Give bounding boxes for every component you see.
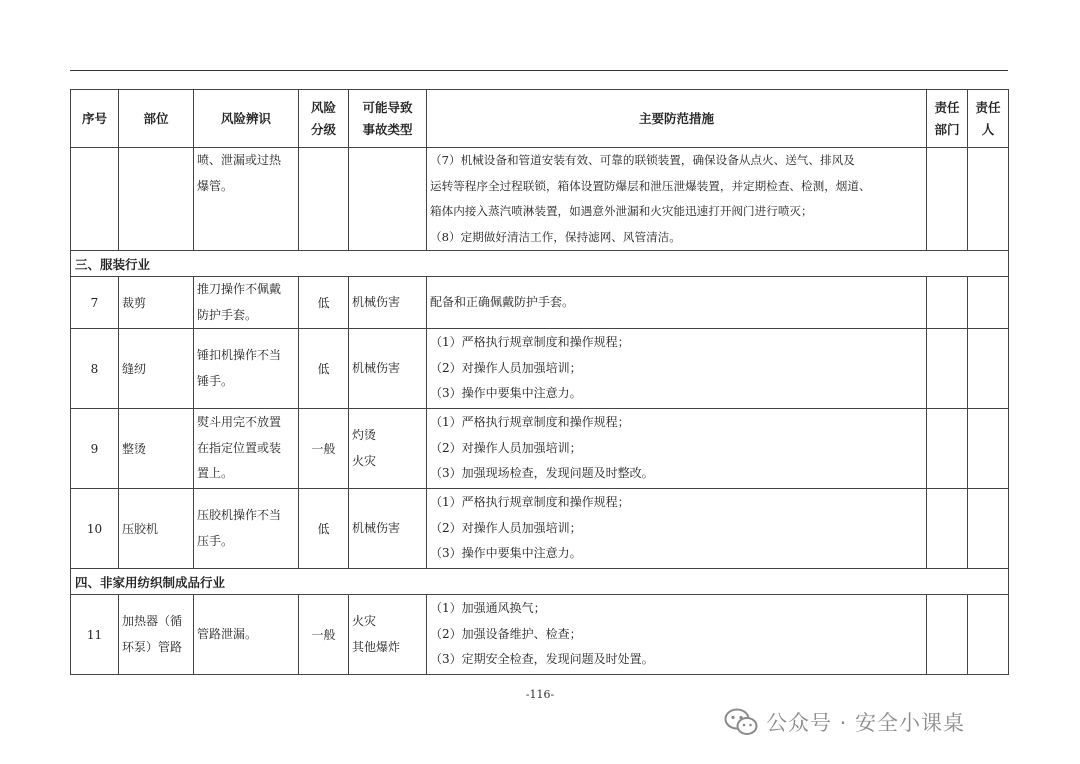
accident-line: 其他爆炸 [352,639,401,654]
measure-line: （2）对操作人员加强培训； [430,360,582,375]
cell-part [119,595,194,675]
cell-no: 9 [71,409,119,489]
table-row-continued [71,148,1009,251]
header-part: 部位 [119,90,194,148]
measure-line: （1）严格执行规章制度和操作规程； [430,415,630,430]
table-row [71,595,1009,675]
cell-measures [427,409,927,489]
cell-level: 低 [299,489,349,569]
cell-person [968,148,1009,251]
cell-no: 10 [71,489,119,569]
cell-no: 8 [71,329,119,409]
header-accident-line2: 事故类型 [362,121,413,137]
cell-measures [427,489,927,569]
measure-line: （3）加强现场检查，发现问题及时整改。 [430,466,654,481]
table-header-row [71,90,1009,148]
header-dept [927,90,968,148]
header-person [968,90,1009,148]
cell-dept [927,409,968,489]
measure-line: （2）对操作人员加强培训； [430,440,582,455]
cell-dept [927,148,968,251]
cell-accident [349,409,427,489]
measure-line: （2）加强设备维护、检查； [430,626,582,641]
header-measures: 主要防范措施 [427,90,927,148]
section-row-garment [71,251,1009,277]
cell-person [968,277,1009,329]
cell-part: 缝纫 [119,329,194,409]
table-row [71,409,1009,489]
page-number: -116- [525,688,555,701]
cell-level [299,148,349,251]
measure-line: （1）严格执行规章制度和操作规程； [430,495,630,510]
risk-line: 锤扣机操作不当 [197,348,282,362]
accident-line: 灼烫 [352,428,377,442]
cell-dept [927,329,968,409]
risk-line: 熨斗用完不放置 [197,415,282,430]
header-accident-line1: 可能导致 [362,99,413,115]
accident-line: 火灾 [352,614,377,628]
cell-measures [427,329,927,409]
accident-line: 机械伤害 [352,520,401,535]
cell-dept [927,595,968,675]
cell-person [968,489,1009,569]
measure-line: 配备和正确佩戴防护手套。 [430,294,575,309]
cell-measures [427,595,927,675]
header-level [299,90,349,148]
cell-person [968,595,1009,675]
measure-line: （2）对操作人员加强培训； [430,520,582,535]
cell-no [71,148,119,251]
risk-line: 喷、泄漏或过热 [197,153,282,167]
cell-risk [194,329,299,409]
risk-line: 压手。 [197,533,234,548]
part-line: 环泵）管路 [122,639,183,654]
cell-accident [349,489,427,569]
cell-person [968,409,1009,489]
cell-no: 11 [71,595,119,675]
cell-accident [349,595,427,675]
risk-table [70,89,1009,675]
cell-level: 一般 [299,409,349,489]
cell-measures [427,277,927,329]
cell-accident [349,329,427,409]
cell-person [968,329,1009,409]
measure-line: 箱体内接入蒸汽喷淋装置，如遇意外泄漏和火灾能迅速打开阀门进行喷灭； [430,204,813,218]
cell-risk [194,409,299,489]
header-risk: 风险辨识 [194,90,299,148]
cell-no: 7 [71,277,119,329]
cell-dept [927,489,968,569]
measure-line: （7）机械设备和管道安装有效、可靠的联锁装置，确保设备从点火、送气、排风及 [430,153,855,167]
risk-line: 防护手套。 [197,307,258,322]
measure-line: （1）加强通风换气； [430,601,546,616]
cell-risk [194,148,299,251]
wechat-icon [724,708,758,736]
risk-line: 置上。 [197,466,234,481]
cell-risk [194,489,299,569]
measure-line: （8）定期做好清洁工作，保持滤网、风管清洁。 [430,229,681,244]
risk-line: 管路泄漏。 [197,626,258,641]
cell-dept [927,277,968,329]
watermark-text: 公众号 · 安全小课桌 [766,711,966,735]
cell-risk [194,277,299,329]
measure-line: （3）操作中要集中注意力。 [430,546,582,561]
header-level-line2: 分级 [310,121,336,137]
table-row [71,277,1009,329]
cell-level: 一般 [299,595,349,675]
accident-line: 机械伤害 [352,294,401,309]
header-level-line1: 风险 [310,99,336,115]
part-line: 加热器（循 [122,614,183,628]
header-dept-line2: 部门 [934,121,960,137]
header-dept-line1: 责任 [934,99,960,115]
table-row [71,329,1009,409]
risk-line: 爆管。 [197,178,234,193]
header-no: 序号 [71,90,119,148]
measure-line: （1）严格执行规章制度和操作规程； [430,335,630,350]
cell-level: 低 [299,277,349,329]
cell-accident [349,277,427,329]
header-rule [70,70,1008,71]
measure-line: 运转等程序全过程联锁，箱体设置防爆层和泄压泄爆装置，并定期检查、检测，烟道、 [430,178,871,193]
risk-line: 推刀操作不佩戴 [197,282,282,296]
section-row-textile [71,569,1009,595]
cell-risk [194,595,299,675]
risk-line: 压胶机操作不当 [197,508,282,522]
risk-line: 锤手。 [197,373,234,388]
cell-part: 整烫 [119,409,194,489]
risk-line: 在指定位置或装 [197,440,282,455]
cell-part [119,148,194,251]
cell-part: 裁剪 [119,277,194,329]
table-row [71,489,1009,569]
section-title: 四、非家用纺织制成品行业 [71,569,1009,595]
accident-line: 机械伤害 [352,360,401,375]
section-title: 三、服装行业 [71,251,1009,277]
accident-line: 火灾 [352,453,377,468]
measure-line: （3）定期安全检查，发现问题及时处置。 [430,652,654,667]
header-accident [349,90,427,148]
cell-measures [427,148,927,251]
header-person-line1: 责任 [975,99,1001,115]
measure-line: （3）操作中要集中注意力。 [430,386,582,401]
cell-part: 压胶机 [119,489,194,569]
cell-accident [349,148,427,251]
header-person-line2: 人 [981,121,995,137]
cell-level: 低 [299,329,349,409]
watermark [724,705,965,739]
